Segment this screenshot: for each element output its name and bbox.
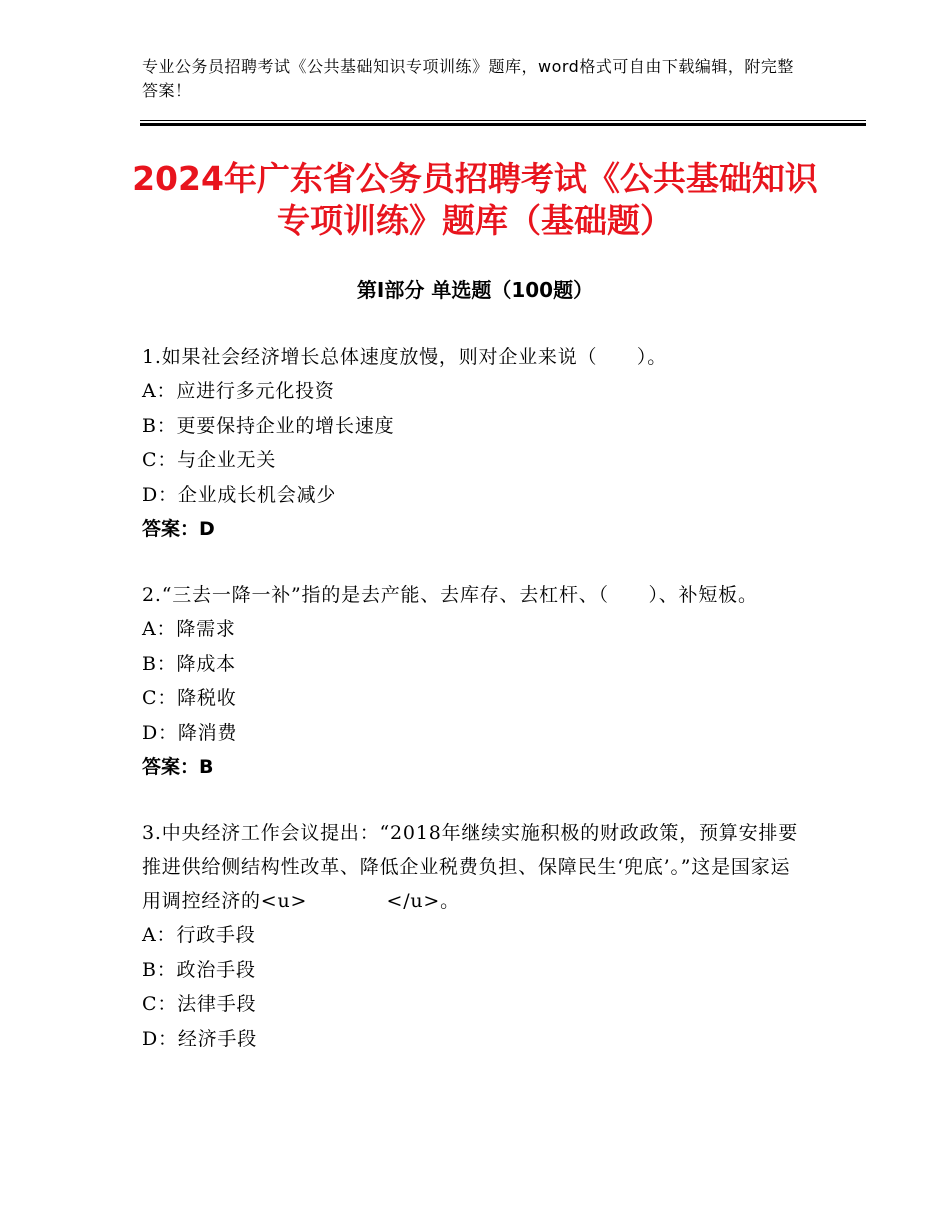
option-b: B：降成本	[142, 652, 236, 675]
question-stem: 2.“三去一降一补”指的是去产能、去库存、去杠杆、（ ）、补短板。	[142, 584, 758, 606]
option-c: C：法律手段	[142, 993, 257, 1015]
option-c: C：与企业无关	[142, 449, 277, 471]
option-b: B：更要保持企业的增长速度	[142, 414, 395, 437]
question-stem: 1.如果社会经济增长总体速度放慢，则对企业来说（ ）。	[142, 346, 668, 368]
question-1	[142, 340, 802, 546]
document-title: 2024年广东省公务员招聘考试《公共基础知识专项训练》题库（基础题）	[132, 159, 818, 240]
header-note: 专业公务员招聘考试《公共基础知识专项训练》题库，word格式可自由下载编辑，附完整答案！	[142, 57, 794, 100]
question-2	[142, 578, 802, 784]
option-a: A：行政手段	[142, 924, 256, 946]
option-c: C：降税收	[142, 687, 237, 709]
option-d: D：经济手段	[142, 1027, 258, 1050]
answer: 答案：B	[142, 756, 214, 778]
section-title: 第Ⅰ部分 单选题（100题）	[356, 278, 594, 302]
option-d: D：企业成长机会减少	[142, 483, 337, 506]
option-d: D：降消费	[142, 721, 238, 744]
question-list	[142, 340, 802, 1088]
header-divider	[140, 120, 866, 126]
option-a: A：应进行多元化投资	[142, 380, 335, 402]
answer: 答案：D	[142, 518, 215, 540]
option-a: A：降需求	[142, 618, 236, 640]
question-stem: 3.中央经济工作会议提出：“2018年继续实施积极的财政政策，预算安排要推进供给侧结构性改革、降低企业税费负担、保障民生‘兜底’。”这是国家运用调控经济的<u> </u>。	[142, 822, 798, 912]
option-b: B：政治手段	[142, 958, 256, 981]
question-3	[142, 816, 802, 1056]
